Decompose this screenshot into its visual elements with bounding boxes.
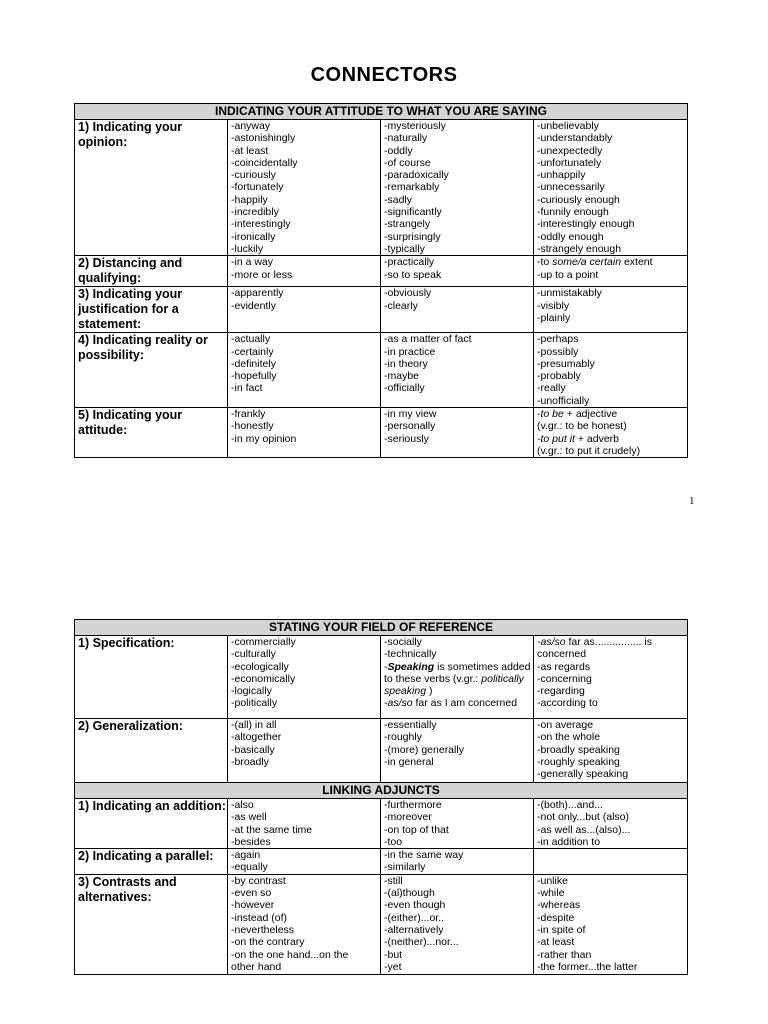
- list-item: -happily: [231, 193, 268, 206]
- list-item: -incredibly: [231, 206, 279, 219]
- list-item: -anyway: [231, 120, 271, 132]
- list-item: -unlike: [537, 874, 568, 887]
- list-cell: [228, 287, 381, 333]
- list-item: -at least: [537, 936, 575, 949]
- list-item: -generally speaking: [537, 768, 629, 781]
- list-item: speaking ): [384, 685, 433, 698]
- list-item: -basically: [231, 743, 275, 756]
- list-item: -alternatively: [384, 923, 444, 936]
- list-item: -practically: [384, 256, 435, 269]
- list-cell: [534, 333, 688, 408]
- list-item: -(all) in all: [231, 719, 277, 731]
- list-item: -presumably: [537, 357, 595, 370]
- list-item: -by contrast: [231, 874, 286, 887]
- list-cell: [534, 287, 688, 333]
- list-item: -equally: [231, 861, 268, 874]
- list-cell: [228, 256, 381, 287]
- list-item: -luckily: [231, 242, 264, 255]
- list-cell: [228, 120, 381, 256]
- list-cell: [228, 849, 381, 875]
- table-row: [75, 719, 688, 783]
- list-item: -furthermore: [384, 799, 442, 811]
- list-item: -roughly speaking: [537, 755, 620, 768]
- list-item: -actually: [231, 333, 271, 346]
- table-row: [75, 849, 688, 875]
- list-item: -nevertheless: [231, 923, 295, 936]
- row-label-reality: 4) Indicating reality or possibility:: [75, 333, 228, 408]
- list-item: -significantly: [384, 206, 442, 219]
- reference-table: [74, 619, 688, 975]
- list-item: -typically: [384, 242, 425, 255]
- list-item: -on average: [537, 719, 594, 731]
- list-item: -as/so far as I am concerned: [384, 697, 518, 710]
- table-row: [75, 333, 688, 408]
- list-cell: [534, 636, 688, 719]
- list-item: -in addition to: [537, 835, 601, 848]
- row-label-addition: 1) Indicating an addition:: [75, 799, 228, 849]
- list-item: -evidently: [231, 299, 276, 312]
- list-item: -strangely enough: [537, 242, 622, 255]
- list-item: -funnily enough: [537, 206, 609, 219]
- list-cell: [381, 849, 534, 875]
- list-cell: [534, 256, 688, 287]
- list-item: -Speaking is sometimes added: [384, 660, 531, 673]
- list-item: -naturally: [384, 132, 428, 145]
- list-item: -surprisingly: [384, 230, 441, 243]
- list-item: -paradoxically: [384, 169, 449, 182]
- row-label-distancing: 2) Distancing and qualifying:: [75, 256, 228, 287]
- list-item: -broadly: [231, 755, 269, 768]
- table-row: [75, 636, 688, 719]
- list-item: -officially: [384, 382, 425, 395]
- list-item: other hand: [231, 960, 282, 973]
- row-label-attitude: 5) Indicating your attitude:: [75, 408, 228, 458]
- list-item: -concerning: [537, 672, 592, 685]
- list-item: -oddly enough: [537, 230, 604, 243]
- list-item: -(both)...and...: [537, 799, 603, 811]
- list-item: -coincidentally: [231, 156, 298, 169]
- list-item: -on the whole: [537, 731, 601, 744]
- list-item: -at least: [231, 144, 269, 157]
- list-item: -again: [231, 849, 261, 862]
- list-item: -(neither)...nor...: [384, 936, 459, 949]
- table-row: [75, 799, 688, 849]
- list-cell: [228, 636, 381, 719]
- list-item: -fortunately: [231, 181, 284, 194]
- list-item: -broadly speaking: [537, 743, 620, 756]
- list-item: -curiously enough: [537, 193, 620, 206]
- list-item: -in fact: [231, 382, 263, 395]
- page-number: 1: [689, 495, 695, 507]
- list-cell: [228, 333, 381, 408]
- list-cell: [381, 408, 534, 458]
- list-item: -ecologically: [231, 660, 289, 673]
- list-item: -unmistakably: [537, 287, 602, 300]
- list-cell: [381, 120, 534, 256]
- row-label-specification: 1) Specification:: [75, 636, 228, 719]
- list-item: -hopefully: [231, 370, 277, 383]
- list-item: -essentially: [384, 719, 437, 731]
- list-item: (v.gr.: to put it crudely): [537, 444, 641, 457]
- page-title: CONNECTORS: [310, 64, 458, 86]
- list-cell: [534, 849, 688, 875]
- list-item: to these verbs (v.gr.: politically: [384, 672, 524, 685]
- list-item: -maybe: [384, 370, 420, 383]
- list-item: -even though: [384, 899, 446, 912]
- list-item: -to some/a certain extent: [537, 256, 653, 269]
- list-item: -as well as...(also)...: [537, 823, 631, 836]
- row-label-generalization: 2) Generalization:: [75, 719, 228, 783]
- list-cell: [381, 636, 534, 719]
- list-item: -in theory: [384, 357, 428, 370]
- list-item: -(either)...or..: [384, 911, 445, 924]
- list-item: -remarkably: [384, 181, 440, 194]
- list-item: -even so: [231, 887, 272, 900]
- list-item: -unfortunately: [537, 156, 602, 169]
- attitude-table-header: INDICATING YOUR ATTITUDE TO WHAT YOU ARE SAYING: [75, 104, 688, 120]
- list-item: -probably: [537, 370, 581, 383]
- list-item: -up to a point: [537, 268, 599, 281]
- list-item: -unhappily: [537, 169, 586, 182]
- row-label-justification: 3) Indicating your justification for a statement:: [75, 287, 228, 333]
- list-item: -technically: [384, 648, 437, 661]
- list-item: -in practice: [384, 345, 436, 358]
- list-item: -moreover: [384, 811, 432, 824]
- linking-adjuncts-header: LINKING ADJUNCTS: [75, 783, 688, 799]
- list-item: -instead (of): [231, 911, 288, 924]
- list-item: -possibly: [537, 345, 579, 358]
- list-item: -not only...but (also): [537, 811, 630, 824]
- list-item: -but: [384, 948, 403, 961]
- list-cell: [228, 874, 381, 974]
- list-cell: [381, 874, 534, 974]
- list-item: -despite: [537, 911, 575, 924]
- list-item: -(al)though: [384, 887, 435, 900]
- list-item: -similarly: [384, 861, 426, 874]
- list-item: -in my view: [384, 408, 437, 421]
- list-item: -in general: [384, 755, 434, 768]
- list-item: -rather than: [537, 948, 592, 961]
- list-item: -while: [537, 887, 565, 900]
- list-cell: [381, 799, 534, 849]
- list-item: -so to speak: [384, 268, 442, 281]
- list-item: -at the same time: [231, 823, 313, 836]
- list-item: -as regards: [537, 660, 591, 673]
- table-row: [75, 287, 688, 333]
- list-item: -whereas: [537, 899, 581, 912]
- list-item: -mysteriously: [384, 120, 446, 132]
- list-item: -besides: [231, 835, 271, 848]
- list-cell: [228, 719, 381, 783]
- list-item: -oddly: [384, 144, 413, 157]
- table-row: [75, 408, 688, 458]
- list-item: -frankly: [231, 408, 266, 421]
- table-row: [75, 256, 688, 287]
- list-item: -curiously: [231, 169, 276, 182]
- list-item: -unnecessarily: [537, 181, 605, 194]
- list-item: -sadly: [384, 193, 413, 206]
- list-item: -clearly: [384, 299, 418, 312]
- list-item: -as well: [231, 811, 267, 824]
- list-item: -definitely: [231, 357, 276, 370]
- list-item: -to put it + adverb: [537, 432, 620, 445]
- list-item: -of course: [384, 156, 431, 169]
- list-item: -on the contrary: [231, 936, 305, 949]
- list-item: -politically: [231, 697, 278, 710]
- list-item: -roughly: [384, 731, 422, 744]
- attitude-table: [74, 103, 688, 458]
- list-cell: [228, 799, 381, 849]
- list-cell: [381, 719, 534, 783]
- list-item: -really: [537, 382, 566, 395]
- list-item: -on the one hand...on the: [231, 948, 349, 961]
- list-item: -altogether: [231, 731, 282, 744]
- list-item: -unbelievably: [537, 120, 599, 132]
- list-item: (v.gr.: to be honest): [537, 420, 627, 433]
- list-item: -more or less: [231, 268, 293, 281]
- list-item: -as a matter of fact: [384, 333, 472, 346]
- list-item: -in spite of: [537, 923, 586, 936]
- list-item: -(more) generally: [384, 743, 464, 756]
- list-cell: [381, 333, 534, 408]
- list-item: -too: [384, 835, 403, 848]
- list-item: -also: [231, 799, 254, 811]
- list-item: -in a way: [231, 256, 274, 269]
- list-item: -personally: [384, 420, 436, 433]
- reference-table-header: STATING YOUR FIELD OF REFERENCE: [75, 620, 688, 636]
- list-item: -in the same way: [384, 849, 464, 862]
- row-label-parallel: 2) Indicating a parallel:: [75, 849, 228, 875]
- list-item: -apparently: [231, 287, 284, 300]
- list-item: -perhaps: [537, 333, 579, 346]
- list-item: -interestingly: [231, 218, 291, 231]
- list-item: -ironically: [231, 230, 276, 243]
- list-item: -to be + adjective: [537, 408, 618, 421]
- list-cell: [534, 408, 688, 458]
- list-item: -seriously: [384, 432, 429, 445]
- list-item: -understandably: [537, 132, 613, 145]
- list-item: -economically: [231, 672, 296, 685]
- list-item: -culturally: [231, 648, 276, 661]
- list-item: -unexpectedly: [537, 144, 603, 157]
- row-label-opinion: 1) Indicating your opinion:: [75, 120, 228, 256]
- list-item: -in my opinion: [231, 432, 297, 445]
- table-row: [75, 120, 688, 256]
- list-cell: [228, 408, 381, 458]
- list-item: -plainly: [537, 311, 571, 324]
- list-item: -on top of that: [384, 823, 449, 836]
- list-cell: [534, 799, 688, 849]
- list-cell: [534, 719, 688, 783]
- list-cell: [381, 287, 534, 333]
- list-item: -according to: [537, 697, 598, 710]
- list-cell: [534, 874, 688, 974]
- list-item: -yet: [384, 960, 402, 973]
- list-item: -logically: [231, 685, 272, 698]
- list-cell: [381, 256, 534, 287]
- list-item: -strangely: [384, 218, 431, 231]
- list-item: -astonishingly: [231, 132, 296, 145]
- list-item: -socially: [384, 636, 422, 648]
- table-row: [75, 874, 688, 974]
- list-item: -visibly: [537, 299, 570, 312]
- list-item: -unofficially: [537, 394, 590, 407]
- list-item: -as/so far as................ is: [537, 636, 652, 648]
- list-cell: [534, 120, 688, 256]
- list-item: -honestly: [231, 420, 274, 433]
- list-item: -regarding: [537, 685, 585, 698]
- list-item: -obviously: [384, 287, 432, 300]
- list-item: -the former...the latter: [537, 960, 638, 973]
- list-item: concerned: [537, 648, 587, 661]
- list-item: -however: [231, 899, 275, 912]
- list-item: -interestingly enough: [537, 218, 635, 231]
- list-item: -still: [384, 874, 403, 887]
- list-item: -commercially: [231, 636, 296, 648]
- list-item: -certainly: [231, 345, 274, 358]
- row-label-contrasts: 3) Contrasts and alternatives:: [75, 874, 228, 974]
